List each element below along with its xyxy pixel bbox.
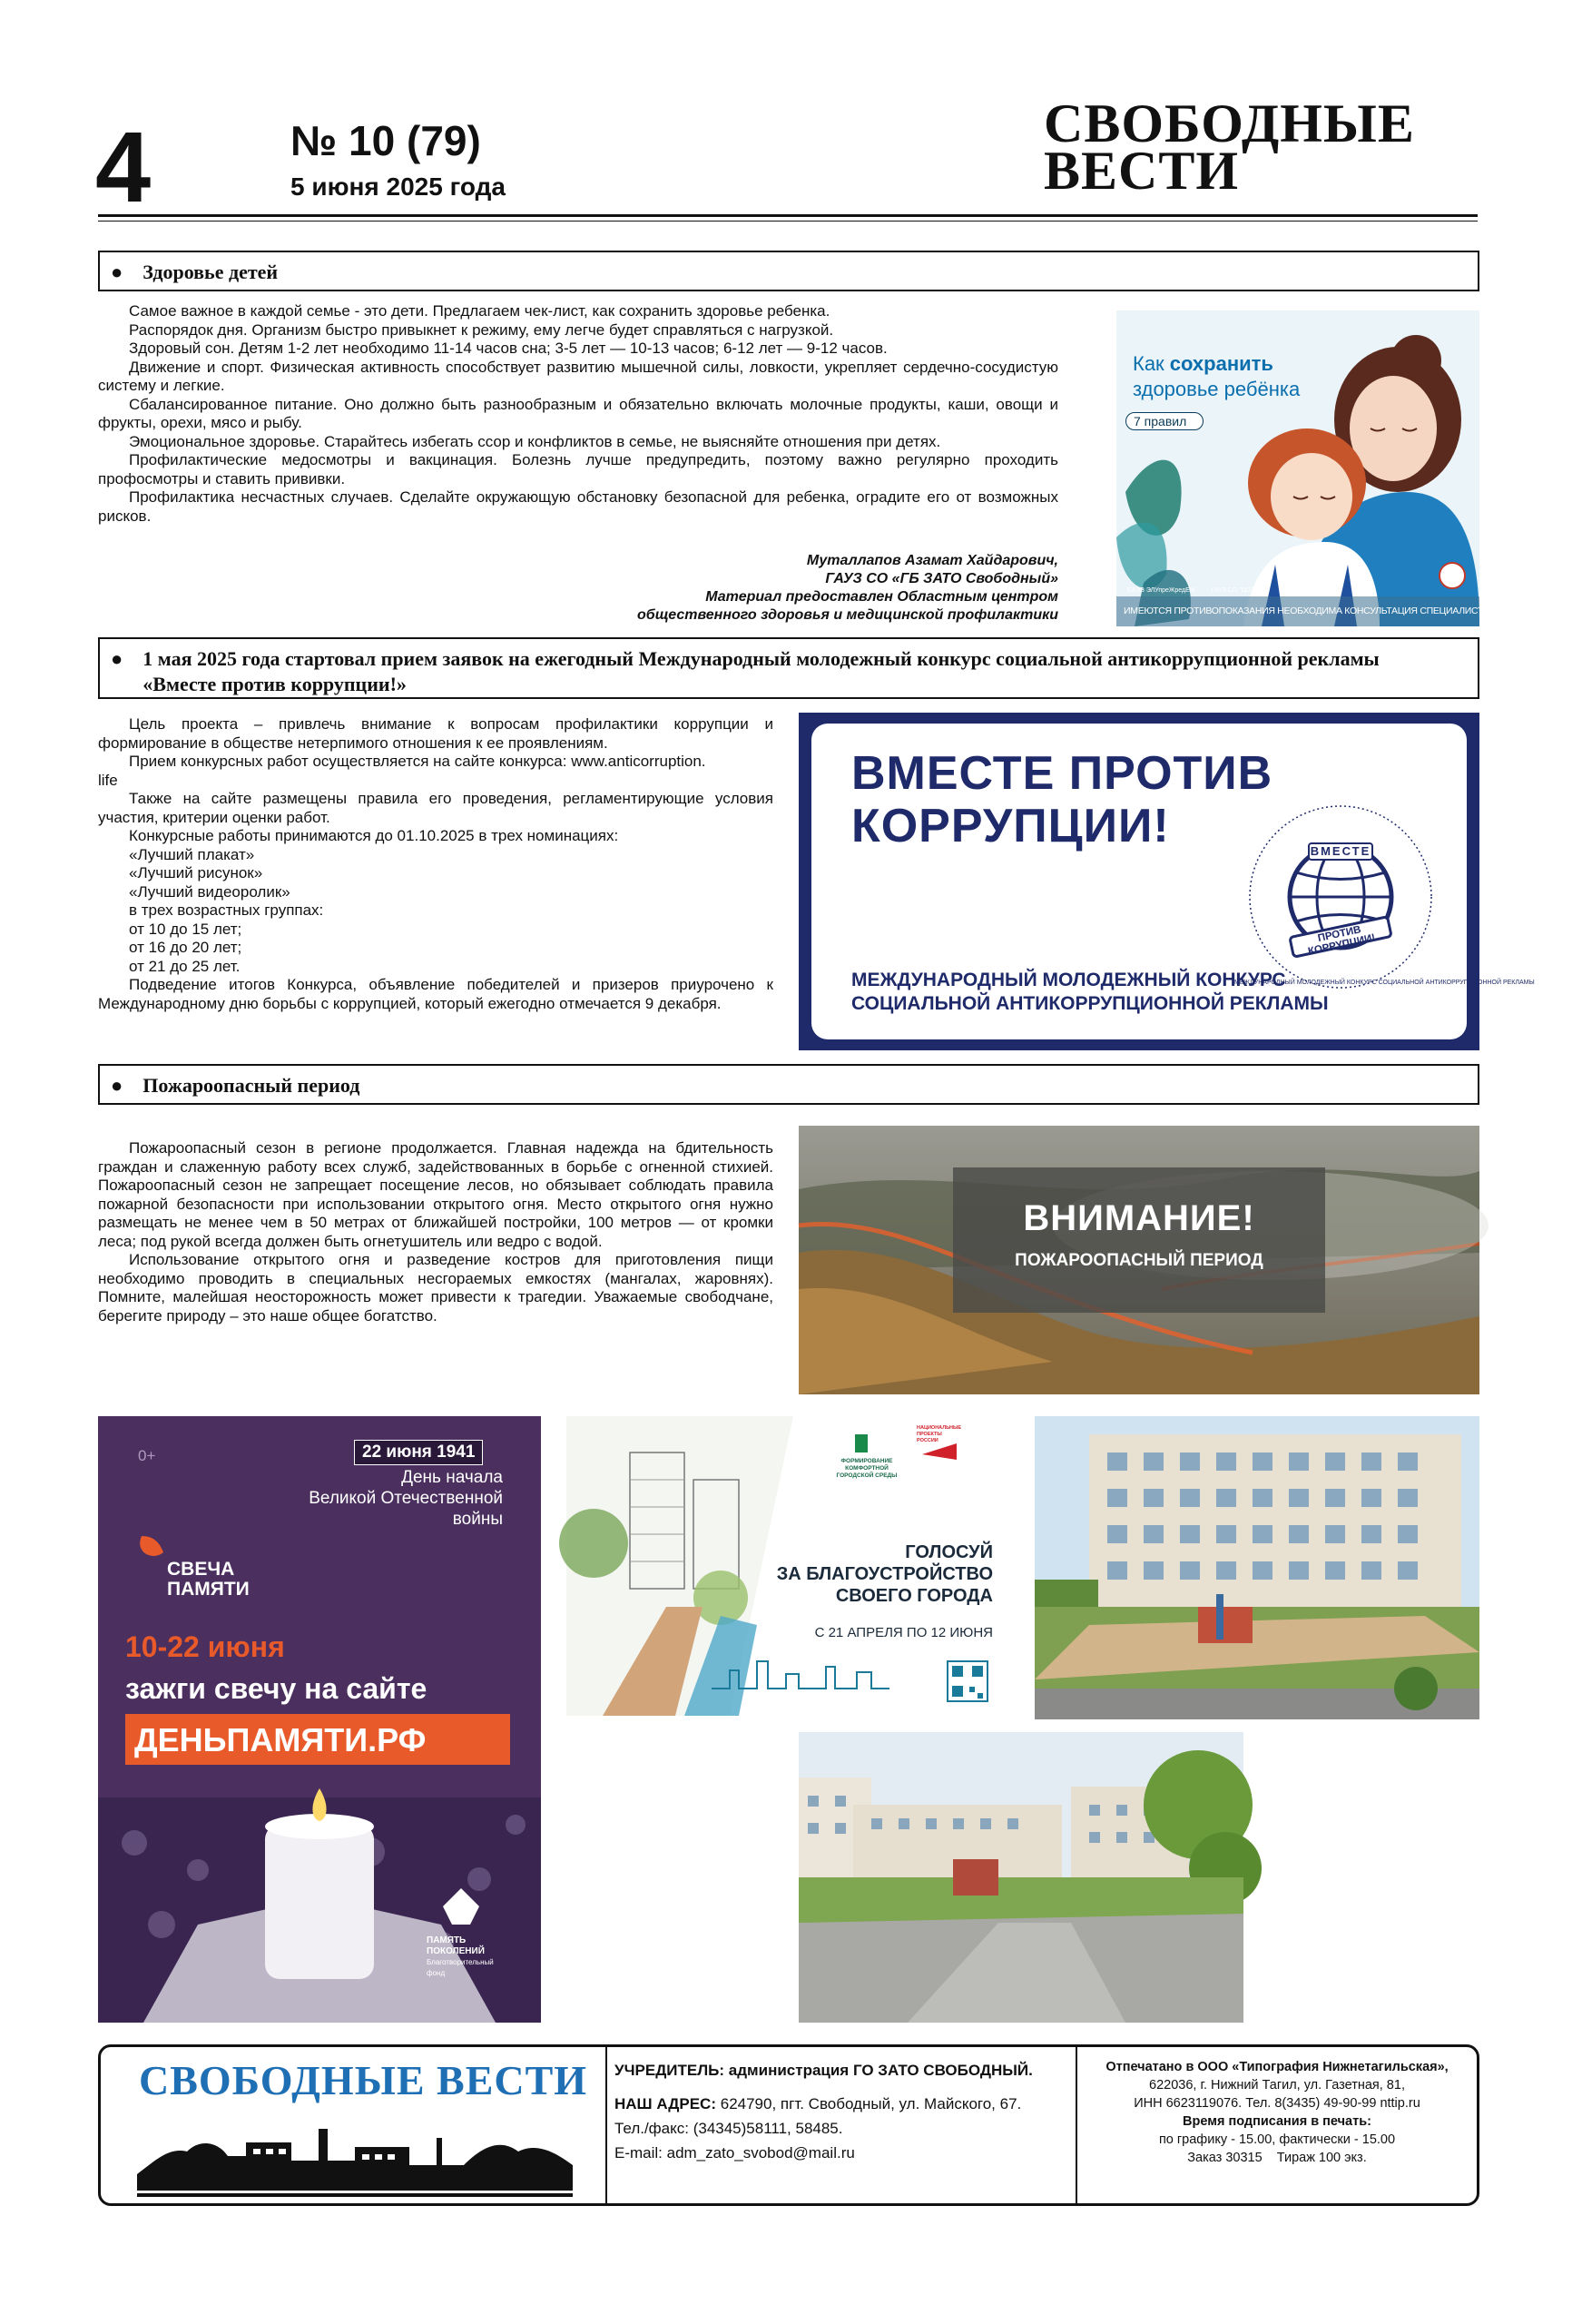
anticorruption-banner-title: [851, 747, 1272, 852]
footer-contacts: [605, 2047, 1077, 2203]
fire-heading-text: Пожароопасный период: [142, 1074, 360, 1097]
vote-period: С 21 АПРЕЛЯ ПО 12 ИЮНЯ: [814, 1625, 993, 1640]
footer-email[interactable]: E-mail: adm_zato_svobod@mail.ru: [614, 2144, 855, 2162]
health-heading-text: Здоровье детей: [142, 261, 279, 283]
candle-date: 22 июня 1941: [354, 1440, 483, 1465]
footer-printed-inn: ИНН 6623119076. Тел. 8(3435) 49-90-99 nttip.ru: [1134, 2096, 1420, 2111]
paragraph: Подведение итогов Конкурса, объявление победителей и призеров приурочено к Международному дню борьбы с коррупцией, который ежегодно отмечается 9 декабря.: [98, 976, 773, 1012]
footer-printed-address: 622036, г. Нижний Тагил, ул. Газетная, 81,: [1149, 2078, 1405, 2093]
credit-line: Муталлапов Азамат Хайдарович,: [806, 553, 1058, 568]
paragraph: Сбалансированное питание. Оно должно быть разнообразным и обязательно включать молочные продукты, каши, овощи и фрукты, орехи, мясо и рыбу.: [98, 395, 1058, 431]
candle-poster: [98, 1416, 541, 2023]
paragraph: Профилактика несчастных случаев. Сделайте окружающую обстановку безопасной для ребенка, оградите его от возможных рисков.: [98, 488, 1058, 525]
footer-print-info: [1077, 2047, 1477, 2203]
paragraph: Конкурсные работы принимаются до 01.10.2025 в трех номинациях:: [129, 827, 619, 844]
paragraph: Пожароопасный сезон в регионе продолжается. Главная надежда на бдительность граждан и слаженную работу всех служб, задействованных в борьбе с огненной стихией. Пожароопасный сезон не запрещает посещение лесов, но обязывает соблюдать правила пожарной безопасности при использовании открытого огня. Место открытого огня нужно размещать не менее чем в 50 метрах от ближайшей постройки, 100 метров — от кромки леса; под рукой всегда должен быть огнетушитель или ведро с водой.: [98, 1139, 773, 1250]
health-image-title-bold: сохранить: [1169, 352, 1273, 375]
candle-caption: [252, 1467, 503, 1530]
anticorruption-heading: [98, 637, 1479, 699]
candle-call: зажги свечу на сайте: [125, 1672, 427, 1705]
health-image-logos: [1127, 587, 1427, 594]
footer-address: [614, 2092, 1066, 2116]
anticorruption-banner-title-line1: ВМЕСТЕ ПРОТИВ: [851, 747, 1273, 800]
globe-icon: [1243, 800, 1438, 994]
paragraph: от 16 до 20 лет;: [129, 939, 242, 956]
fire-banner: [799, 1126, 1479, 1394]
paragraph: Здоровый сон. Детям 1-2 лет необходимо 11-14 часов сна; 3-5 лет — 10-13 часов; 6-12 лет — 9-12 часов.: [129, 340, 888, 357]
anticorruption-heading-text: [142, 646, 1379, 697]
anticorruption-banner-card: [811, 724, 1535, 1039]
paragraph: Профилактические медосмотры и вакцинация. Болезнь лучше предупредить, поэтому важно регулярно проходить профосмотры и ставить прививки.: [98, 451, 1058, 487]
paragraph: Использование открытого огня и разведение костров для приготовления пищи необходимо проводить в специальных несгораемых емкостях (мангалах, жаровнях). Помните, малейшая неосторожность может привести к трагедии. Уважаемые свободчане, берегите природу – это наше общее богатство.: [98, 1251, 773, 1324]
bullet-icon: ●: [111, 261, 123, 283]
fire-banner-title: ВНИМАНИЕ!: [1023, 1198, 1255, 1238]
emblem-top-text: ВМЕСТЕ: [1310, 844, 1371, 858]
anticorruption-banner-subtitle-line1: МЕЖДУНАРОДНЫЙ МОЛОДЕЖНЫЙ КОНКУРС: [851, 970, 1286, 990]
paragraph: Также на сайте размещены правила его проведения, регламентирующие условия участия, критерии оценки работ.: [98, 790, 773, 826]
paragraph: life: [98, 771, 118, 789]
emblem-ring-text: МЕЖДУНАРОДНЫЙ МОЛОДЕЖНЫЙ КОНКУРС СОЦИАЛЬНОЙ АНТИКОРРУПЦИОННОЙ РЕКЛАМЫ: [1234, 980, 1535, 986]
emblem-bottom-text: ПРОТИВ КОРРУПЦИИ!: [1307, 924, 1377, 958]
paragraph: Эмоциональное здоровье. Старайтесь избегать ссор и конфликтов в семье, не выясняйте отношения при детях.: [129, 432, 941, 450]
courtyard-photo-1: [1035, 1416, 1479, 1719]
footer-order: Заказ 30315 Тираж 100 экз.: [1187, 2151, 1367, 2165]
comfort-env-logo: [835, 1458, 899, 1480]
vote-title-line: СВОЕГО ГОРОДА: [835, 1586, 993, 1606]
footer-founder-label: УЧРЕДИТЕЛЬ:: [614, 2062, 725, 2079]
fire-banner-subtitle: ПОЖАРООПАСНЫЙ ПЕРИОД: [1015, 1251, 1263, 1270]
footer-phone: Тел./факс: (34345)58111, 58485.: [614, 2120, 843, 2137]
footer-address-label: НАШ АДРЕС:: [614, 2095, 716, 2112]
health-image-footer-note: ИМЕЮТСЯ ПРОТИВОПОКАЗАНИЯ НЕОБХОДИМА КОНСУЛЬТАЦИЯ СПЕЦИАЛИСТА: [1124, 606, 1489, 616]
paragraph: Распорядок дня. Организм быстро привыкнет к режиму, ему легче будет справляться с нагрузкой.: [129, 320, 834, 339]
candle-logo: [167, 1560, 250, 1600]
paragraph: Движение и спорт. Физическая активность способствует развитию мышечной силы, ловкости, укрепляет сердечно-сосудистую систему и легкие.: [98, 358, 1058, 394]
fire-heading: [98, 1064, 1479, 1105]
page-number: 4: [95, 112, 152, 223]
paragraph: «Лучший рисунок»: [129, 864, 263, 881]
paragraph: «Лучший плакат»: [129, 845, 255, 863]
anticorruption-heading-line2: «Вместе против коррупции!»: [142, 673, 407, 695]
anticorruption-banner: [799, 713, 1535, 1050]
logo-line: НАЦИОНАЛЬНЫЕ: [917, 1425, 962, 1431]
health-image-title: [1133, 351, 1300, 402]
rules-badge: 7 правил: [1125, 412, 1204, 430]
vote-title: [748, 1541, 993, 1607]
anticorruption-article: [98, 715, 773, 1013]
footer-imprint: [98, 2044, 1479, 2206]
paper-name-line2: ВЕСТИ: [1044, 141, 1240, 201]
town-silhouette-icon: [137, 2111, 573, 2201]
anticorruption-heading-line1: 1 мая 2025 года стартовал прием заявок на ежегодный Международный молодежный конкурс социальной антикоррупционной рекламы: [142, 647, 1380, 670]
fund-line: фонд: [427, 1969, 446, 1977]
footer-paper-name: СВОБОДНЫЕ ВЕСТИ: [139, 2057, 588, 2103]
health-image-title-line2: здоровье ребёнка: [1133, 378, 1301, 400]
footer-printed: Отпечатано в ООО «Типография Нижнетагильская»,: [1105, 2060, 1449, 2074]
anticorruption-banner-title-line2: КОРРУПЦИИ!: [851, 800, 1170, 852]
credit-line: ГАУЗ СО «ГБ ЗАТО Свободный»: [825, 571, 1058, 586]
fund-logo: [427, 1935, 526, 1979]
anticorruption-banner-subtitle: [851, 969, 1329, 1016]
national-projects-logo: [917, 1425, 971, 1444]
paragraph: «Лучший видеоролик»: [129, 882, 290, 901]
bullet-icon: ●: [111, 647, 123, 670]
candle-caption-line: День начала: [401, 1468, 503, 1487]
logo-line: ФОРМИРОВАНИЕ: [840, 1458, 893, 1464]
candle-caption-line: войны: [452, 1510, 503, 1529]
credit-line: Материал предоставлен Областным центром: [705, 589, 1058, 605]
footer-address-value: 624790, пгт. Свободный, ул. Майского, 67.: [720, 2095, 1022, 2112]
health-article: [98, 302, 1058, 526]
candle-dates: 10-22 июня: [125, 1630, 285, 1663]
vote-title-line: ГОЛОСУЙ: [905, 1542, 993, 1562]
candle-site-link[interactable]: ДЕНЬПАМЯТИ.РФ: [134, 1721, 427, 1758]
logo-line: ГОРОДСКОЙ СРЕДЫ: [836, 1472, 898, 1479]
credit-line: общественного здоровья и медицинской профилактики: [637, 607, 1058, 623]
health-heading: [98, 251, 1479, 291]
paragraph: от 21 до 25 лет.: [129, 957, 241, 975]
logo-line: РОССИИ: [917, 1438, 938, 1443]
issue-number: № 10 (79): [290, 117, 481, 164]
courtyard-photo-2: [799, 1732, 1243, 2023]
logo-line: КОМФОРТНОЙ: [845, 1465, 889, 1472]
paragraph: Самое важное в каждой семье - это дети. Предлагаем чек-лист, как сохранить здоровье ребенка.: [129, 302, 830, 320]
issue-date: 5 июня 2025 года: [290, 172, 506, 201]
vote-poster: [566, 1416, 1008, 1716]
candle-caption-line: Великой Отечественной: [309, 1489, 503, 1508]
footer-founder: [614, 2058, 1066, 2083]
candle-logo-line2: ПАМЯТИ: [167, 1579, 250, 1600]
tiny-logo: ИНН 6658512018: [1282, 587, 1334, 594]
footer-founder-value: администрация ГО ЗАТО СВОБОДНЫЙ.: [728, 2062, 1033, 2079]
masthead-rule-thin: [98, 221, 1478, 222]
tiny-logo: ГАУЗ СО "ЦОЗМП": [1211, 587, 1267, 594]
health-image-title-plain: Как: [1133, 352, 1170, 375]
health-illustration: [1116, 310, 1489, 626]
paper-name-line1: СВОБОДНЫЕ: [1044, 94, 1415, 153]
paragraph: Прием конкурсных работ осуществляется на сайте конкурса: www.anticorruption.: [129, 753, 706, 770]
paragraph: в трех возрастных группах:: [129, 901, 324, 919]
fund-line: ПОКОЛЕНИЙ: [427, 1946, 485, 1956]
paper-name: [1044, 94, 1479, 201]
logo-line: ПРОЕКТЫ: [917, 1432, 942, 1437]
vote-title-line: ЗА БЛАГОУСТРОЙСТВО: [776, 1564, 993, 1584]
anticorruption-banner-subtitle-line2: СОЦИАЛЬНОЙ АНТИКОРРУПЦИОННОЙ РЕКЛАМЫ: [851, 993, 1329, 1014]
candle-logo-line1: СВЕЧА: [167, 1559, 235, 1580]
tiny-logo: ЕАЭВ ЭЛУпреЖредЕМ: [1127, 587, 1195, 594]
fund-line: ПАМЯТЬ: [427, 1935, 467, 1945]
courtyard-photo-2-art: [799, 1732, 1243, 2023]
masthead-rule: [98, 214, 1478, 217]
courtyard-photo-1-art: [1035, 1416, 1479, 1719]
bullet-icon: ●: [111, 1074, 123, 1097]
age-mark: 0+: [138, 1447, 156, 1464]
paragraph: Цель проекта – привлечь внимание к вопросам профилактики коррупции и формирование в обществе нетерпимого отношения к ее проявлениям.: [98, 715, 773, 752]
paragraph: от 10 до 15 лет;: [129, 920, 242, 938]
anticorruption-emblem: [1234, 800, 1535, 994]
footer-logo: [101, 2047, 607, 2203]
fire-article: [98, 1139, 773, 1325]
health-credits: [545, 552, 1058, 625]
footer-sign-label: Время подписания в печать:: [1183, 2114, 1371, 2129]
fund-line: Благотворительный: [427, 1958, 494, 1966]
footer-sign-times: по графику - 15.00, фактически - 15.00: [1158, 2132, 1396, 2147]
